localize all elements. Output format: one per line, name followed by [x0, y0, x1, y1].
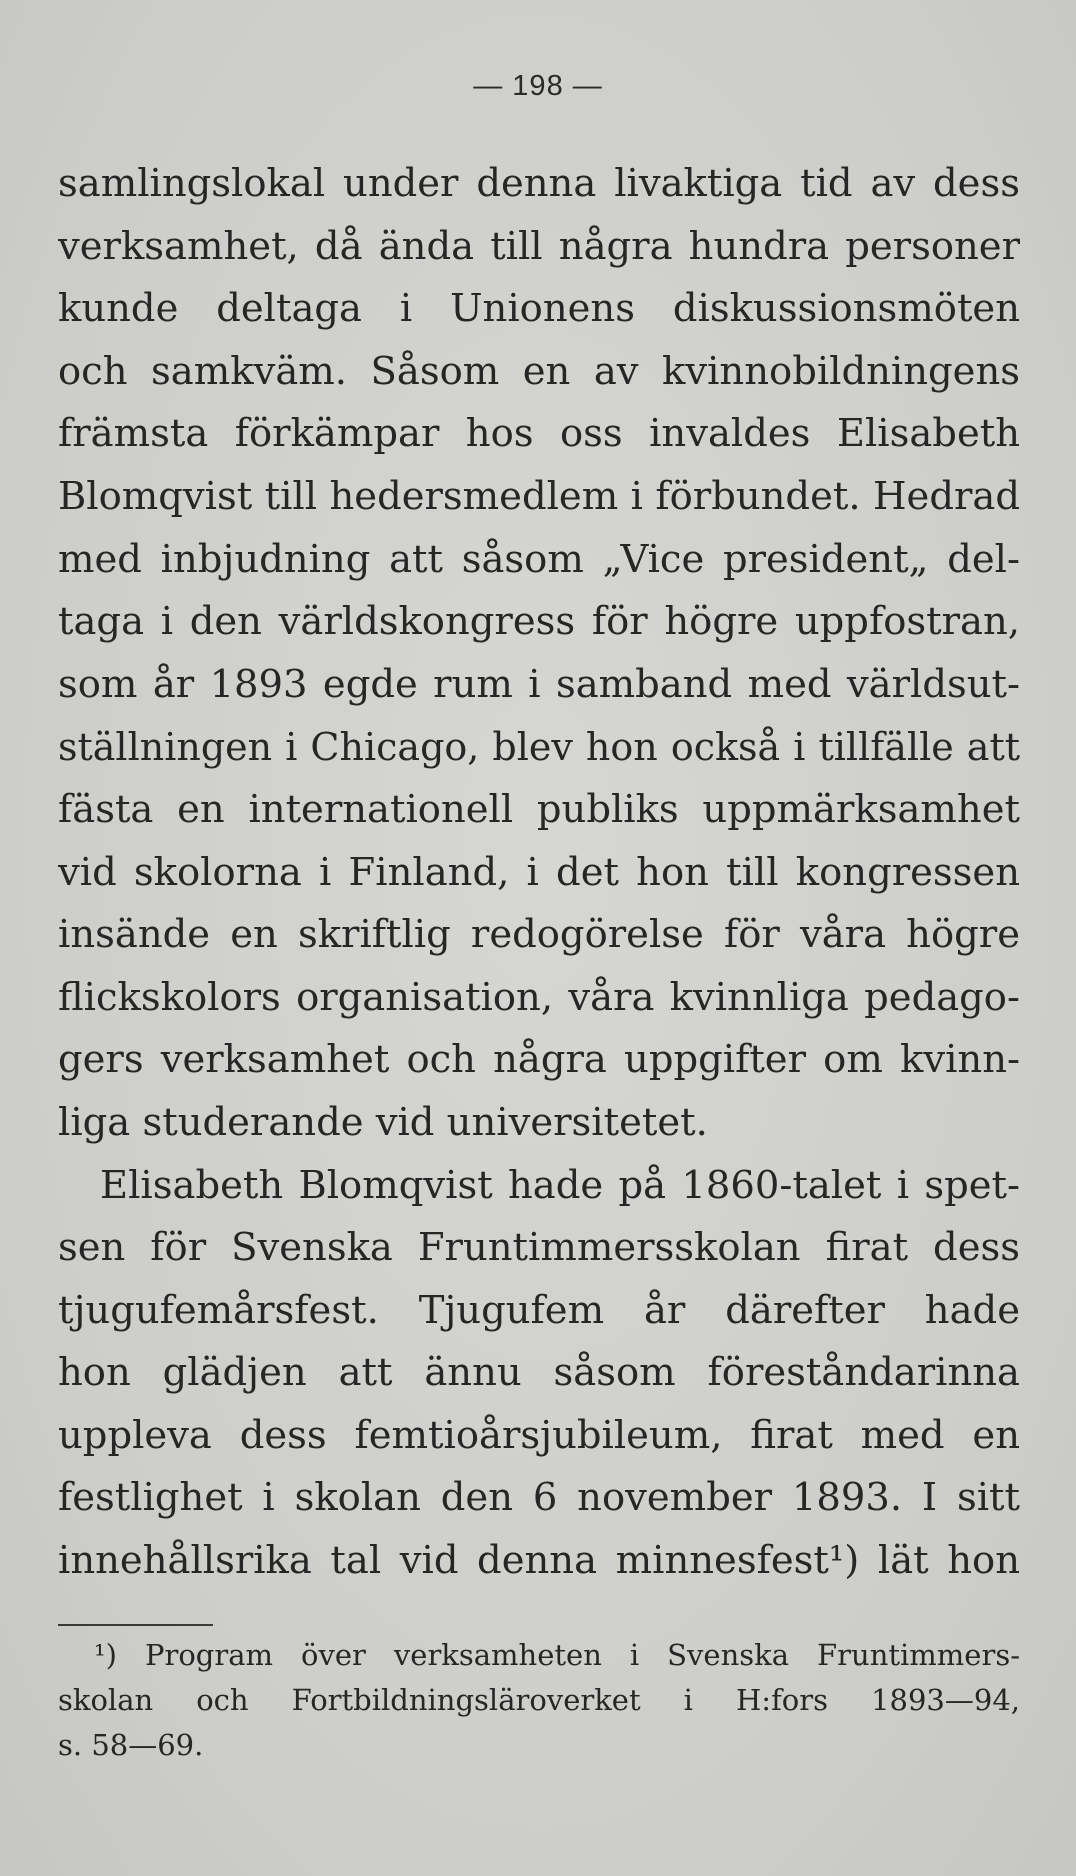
page-number: — 198 — [473, 70, 603, 102]
text-line: vid skolorna i Finland, i det hon till kongressen [58, 849, 1020, 895]
text-line: tjugufemårsfest. Tjugufem år därefter hade [58, 1287, 1020, 1333]
text-line: främsta förkämpar hos oss invaldes Elisabeth [58, 411, 1020, 457]
text-line: taga i den världskongress för högre uppfostran, [58, 599, 1020, 645]
text-line: innehållsrika tal vid denna minnesfest¹) lät hon [58, 1538, 1020, 1584]
text-line: kunde deltaga i Unionens diskussionsmöten [58, 286, 1020, 332]
footnote [58, 1633, 1020, 1768]
footnote-line: skolan och Fortbildningsläroverket i H:fors 1893—94, [58, 1683, 1020, 1717]
text-line: verksamhet, då ända till några hundra personer [58, 223, 1020, 269]
paragraph-end-line: liga studerande vid universitetet. [58, 1099, 708, 1145]
text-line: festlighet i skolan den 6 november 1893. I sitt [58, 1475, 1020, 1521]
text-line: hon glädjen att ännu såsom föreståndarinna [58, 1350, 1020, 1396]
text-line: och samkväm. Såsom en av kvinnobildningens [58, 348, 1020, 394]
text-line: sen för Svenska Fruntimmersskolan firat dess [58, 1225, 1020, 1271]
text-line: ställningen i Chicago, blev hon också i tillfälle att [58, 725, 1020, 770]
text-line: flickskolors organisation, våra kvinnliga pedago- [58, 974, 1020, 1020]
footnote-line: ¹) Program över verksamheten i Svenska Fruntimmers- [94, 1638, 1020, 1672]
text-line: som år 1893 egde rum i samband med världsut- [58, 661, 1020, 707]
text-line: fästa en internationell publiks uppmärksamhet [58, 786, 1020, 832]
body-text [58, 153, 1020, 1593]
text-line: uppleva dess femtioårsjubileum, firat med en [58, 1412, 1020, 1458]
text-line: Blomqvist till hedersmedlem i förbundet. Hedrad [58, 473, 1020, 519]
paragraph-start-line: Elisabeth Blomqvist hade på 1860-talet i spet- [100, 1162, 1020, 1208]
text-line: insände en skriftlig redogörelse för våra högre [58, 912, 1020, 958]
text-line: med inbjudning att såsom „Vice president„ del- [58, 536, 1020, 582]
text-line: samlingslokal under denna livaktiga tid av dess [58, 161, 1020, 206]
footnote-line: s. 58—69. [58, 1728, 204, 1762]
text-line: gers verksamhet och några uppgifter om kvinn- [58, 1037, 1020, 1083]
footnote-divider [58, 1624, 213, 1626]
